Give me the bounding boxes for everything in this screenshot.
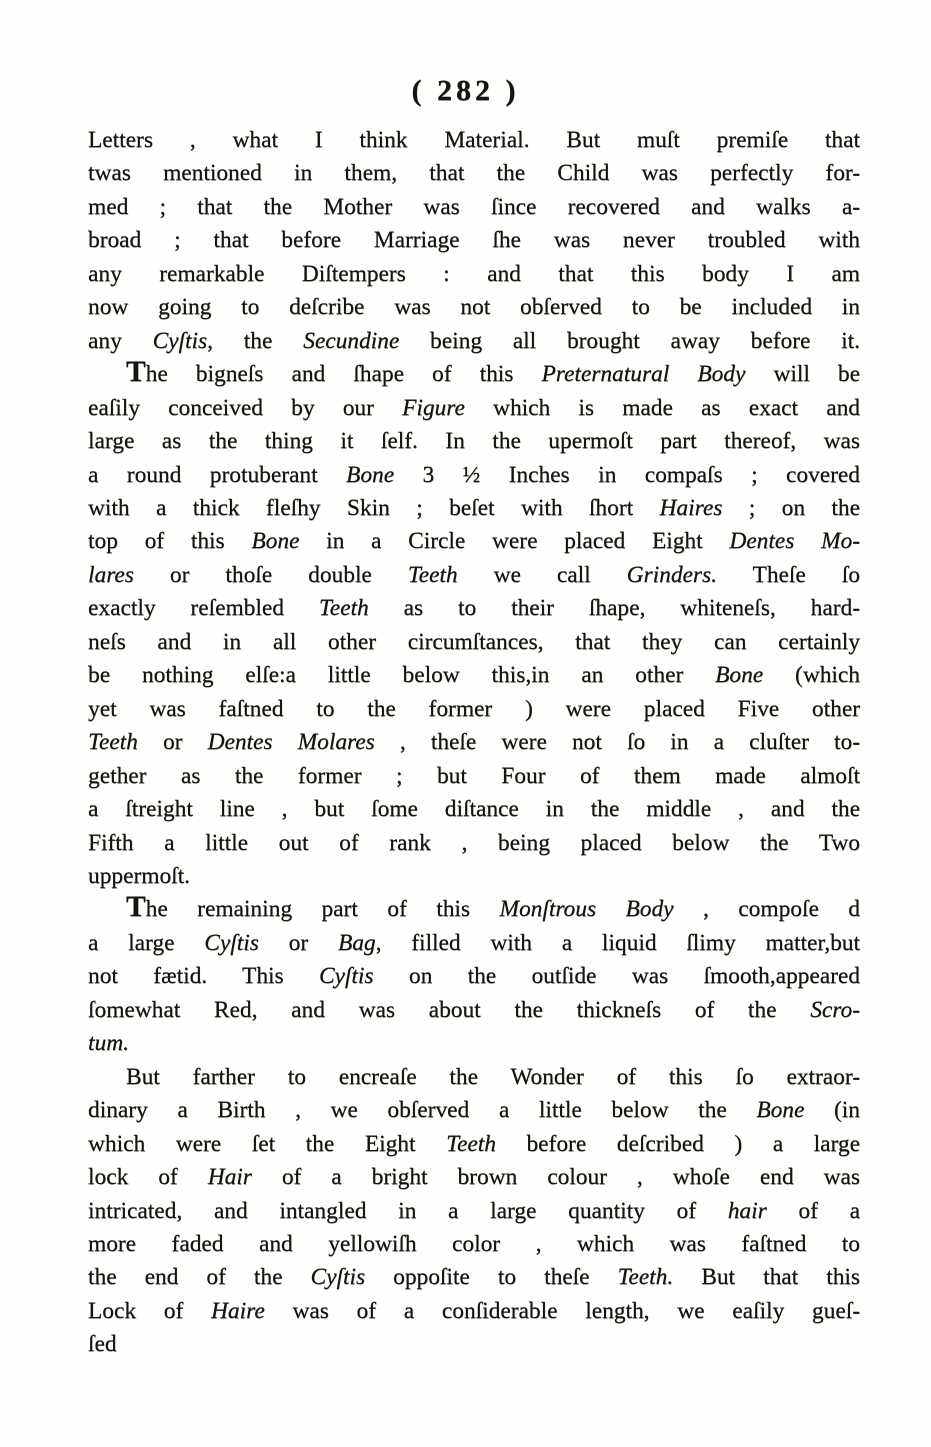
italic-text: Bone: [715, 662, 764, 689]
body-text: of a: [766, 1197, 861, 1224]
body-text: yet was faſtned to the former ) were placed Five other: [88, 695, 860, 722]
body-text: Fifth a little out of rank , being placed below the Two: [88, 829, 860, 856]
italic-text: Bone: [346, 461, 395, 488]
text-line: [88, 827, 860, 860]
body-text: he remaining part of this: [145, 896, 500, 923]
text-line: [88, 994, 860, 1027]
text-line: [88, 492, 860, 525]
text-line: [88, 1295, 860, 1328]
text-line: [88, 325, 860, 358]
text-block: [88, 124, 860, 1362]
body-text: med ; that the Mother was ſince recovered and walks a-: [88, 193, 860, 220]
body-text: gether as the former ; but Four of them made almoſt: [88, 762, 860, 789]
text-line: [88, 1061, 860, 1094]
body-text: , theſe were not ſo in a cluſter to-: [374, 729, 860, 756]
lead-capital: T: [126, 356, 146, 389]
text-line: [88, 525, 860, 558]
text-line: [88, 1161, 860, 1194]
text-line: [88, 425, 860, 458]
body-text: ; on the: [722, 494, 860, 521]
body-text: with a thick fleſhy Skin ; beſet with ſhort: [88, 494, 660, 521]
body-text: be nothing elſe:a little below this,in an other: [88, 662, 716, 689]
body-text: which were ſet the Eight: [88, 1130, 447, 1157]
italic-text: Dentes Mo-: [729, 528, 860, 555]
body-text: (in: [804, 1097, 860, 1124]
body-text: a ſtreight line , but ſome diſtance in the middle , and the: [88, 796, 860, 823]
italic-text: Haire: [211, 1297, 265, 1324]
text-line: [88, 893, 860, 926]
body-text: Lock of: [88, 1297, 212, 1324]
body-text: he bigneſs and ſhape of this: [145, 361, 542, 388]
italic-text: Figure: [402, 394, 465, 421]
body-text: in a Circle were placed Eight: [299, 528, 730, 555]
italic-text: Scro-: [810, 996, 860, 1023]
text-line: [88, 626, 860, 659]
body-text: (which: [763, 662, 860, 689]
body-text: as to their ſhape, whiteneſs, hard-: [368, 595, 860, 622]
body-text: intricated, and intangled in a large quantity of: [88, 1197, 728, 1224]
text-line: [88, 224, 860, 257]
text-line: [88, 693, 860, 726]
italic-text: Cyſtis: [152, 327, 208, 354]
text-line: [88, 1094, 860, 1127]
body-text: Theſe ſo: [716, 561, 860, 588]
text-line: [88, 1128, 860, 1161]
body-text: top of this: [88, 528, 252, 555]
italic-text: Bone: [756, 1097, 805, 1124]
paragraph: [88, 1061, 860, 1329]
italic-text: Bone: [251, 528, 300, 555]
text-line: [88, 592, 860, 625]
body-text: Letters , what I think Material. But muſt premiſe that: [88, 127, 860, 153]
text-line: [88, 760, 860, 793]
body-text: before deſcribed ) a large: [495, 1130, 860, 1157]
body-text: , filled with a liquid ſlimy matter,but: [375, 929, 861, 956]
text-line: [88, 392, 860, 425]
body-text: ſomewhat Red, and was about the thickneſs of the: [88, 996, 811, 1023]
body-text: which is made as exact and: [464, 394, 860, 421]
italic-text: Grinders.: [626, 561, 717, 588]
paragraph: [88, 124, 860, 358]
body-text: a large: [88, 929, 205, 956]
italic-text: Dentes Molares: [207, 729, 375, 756]
italic-text: Teeth: [318, 595, 369, 622]
body-text: more faded and yellowiſh color , which was faſtned to: [88, 1230, 860, 1257]
body-text: now going to deſcribe was not obſerved to be included in: [88, 294, 860, 321]
text-line: [88, 927, 860, 960]
body-text: or: [258, 929, 338, 956]
body-text: 3 ½ Inches in compaſs ; covered: [394, 461, 861, 488]
body-text: any remarkable Diſtempers : and that this body I am: [88, 260, 860, 287]
body-text: twas mentioned in them, that the Child was perfectly for-: [88, 160, 860, 187]
italic-text: hair: [727, 1197, 767, 1224]
text-line: [88, 157, 860, 190]
body-text: eaſily conceived by our: [88, 394, 403, 421]
body-text: , the: [207, 327, 304, 354]
text-line: [88, 191, 860, 224]
body-text: of a bright brown colour , whoſe end was: [251, 1164, 860, 1191]
italic-text: Teeth: [446, 1130, 496, 1157]
body-text: any: [88, 327, 153, 354]
body-text: uppermoſt.: [88, 862, 190, 889]
body-text: being all brought away before it.: [399, 327, 860, 354]
body-text: we call: [457, 561, 627, 588]
body-text: or: [137, 729, 208, 756]
body-text: not fætid. This: [88, 963, 319, 990]
body-text: oppoſite to theſe: [365, 1264, 618, 1291]
italic-text: lares: [88, 561, 134, 588]
body-text: or thoſe double: [133, 561, 408, 588]
italic-text: Cyſtis: [310, 1264, 366, 1291]
text-line: [88, 258, 860, 291]
body-text: But farther to encreaſe the Wonder of this ſo extraor-: [126, 1063, 860, 1090]
lead-capital: T: [126, 891, 146, 924]
italic-text: Cyſtis: [204, 929, 259, 956]
italic-text: tum.: [88, 1030, 129, 1057]
body-text: But that this: [673, 1264, 860, 1291]
italic-text: Haires: [659, 494, 723, 521]
text-line: [88, 1195, 860, 1228]
italic-text: Preternatural Body: [541, 361, 746, 388]
italic-text: Teeth: [407, 561, 458, 588]
text-line: [88, 358, 860, 391]
paragraph: [88, 893, 860, 1060]
body-text: dinary a Birth , we obſerved a little below the: [88, 1097, 757, 1124]
paragraph: [88, 358, 860, 893]
text-line: [88, 1261, 860, 1294]
italic-text: Secundine: [303, 327, 400, 354]
body-text: broad ; that before Marriage ſhe was never troubled with: [88, 227, 860, 254]
text-line: [88, 1027, 860, 1060]
catchword: ſed: [88, 1331, 117, 1358]
text-line: [88, 726, 860, 759]
body-text: exactly reſembled: [88, 595, 319, 622]
italic-text: Monſtrous Body: [499, 896, 674, 923]
body-text: a round protuberant: [88, 461, 347, 488]
italic-text: Teeth: [88, 729, 138, 756]
text-line: [88, 291, 860, 324]
body-text: was of a conſiderable length, we eaſily gueſ-: [264, 1297, 860, 1324]
body-text: large as the thing it ſelf. In the upermoſt part thereof, was: [88, 428, 860, 455]
text-line: [88, 793, 860, 826]
body-text: neſs and in all other circumſtances, that they can certainly: [88, 628, 860, 655]
italic-text: Bag: [337, 929, 376, 956]
text-line: [88, 860, 860, 893]
body-text: will be: [745, 361, 860, 388]
body-text: the end of the: [88, 1264, 311, 1291]
text-line: [88, 659, 860, 692]
text-line: [88, 960, 860, 993]
italic-text: Cyſtis: [318, 963, 374, 990]
italic-text: Hair: [207, 1164, 252, 1191]
page-number-header: ( 282 ): [411, 74, 520, 107]
text-line: [88, 124, 860, 157]
text-line: [88, 1228, 860, 1261]
italic-text: Teeth.: [617, 1264, 674, 1291]
body-text: on the outſide was ſmooth,appeared: [373, 963, 860, 990]
body-text: , compoſe d: [673, 896, 860, 923]
text-line: [88, 459, 860, 492]
text-line: [88, 559, 860, 592]
body-text: lock of: [88, 1164, 208, 1191]
